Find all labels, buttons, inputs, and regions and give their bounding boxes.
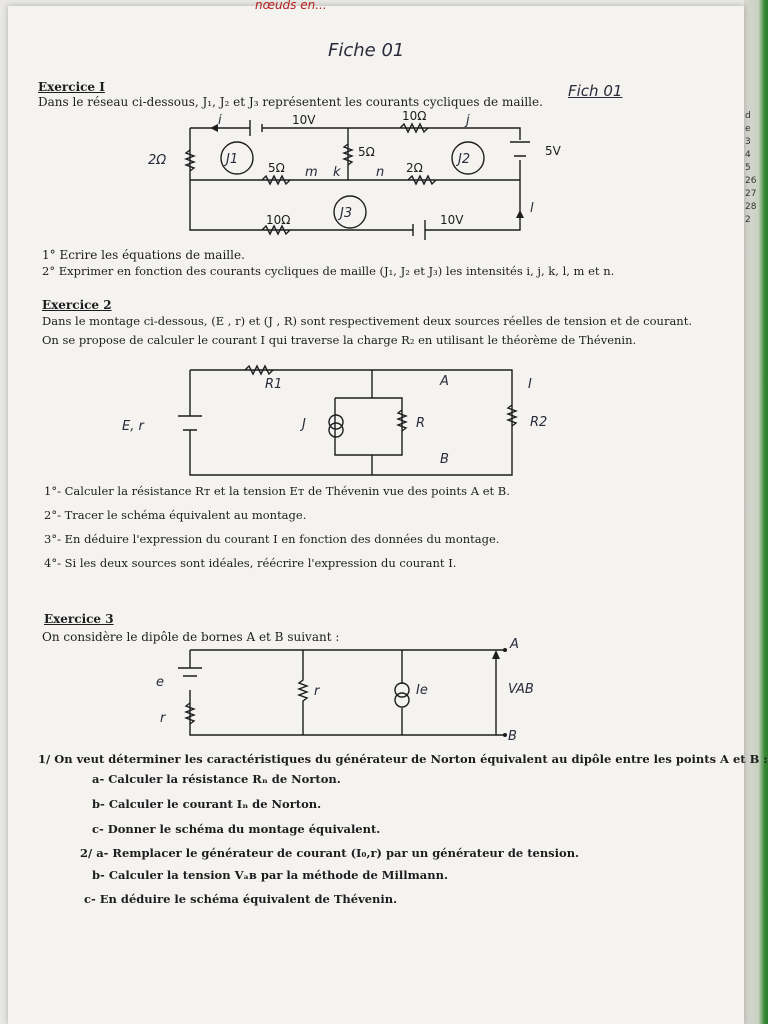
- label-r-parallel: r: [314, 684, 320, 699]
- label-J3: J3: [340, 206, 353, 221]
- sheet-title-note: Fich 01: [568, 82, 623, 100]
- exercise-3-intro: On considère le dipôle de bornes A et B suivant :: [42, 630, 340, 644]
- exercise-2-question-4: 4°- Si les deux sources sont idéales, réécrire l'expression du courant I.: [44, 556, 457, 570]
- exercise-1-intro: Dans le réseau ci-dessous, J₁, J₂ et J₃ représentent les courants cycliques de maille.: [38, 95, 543, 109]
- exercise-2-question-1: 1°- Calculer la résistance Rᴛ et la tension Eᴛ de Thévenin vue des points A et B.: [44, 484, 510, 498]
- label-I: I: [528, 377, 532, 392]
- exercise-1-title: Exercice I: [38, 80, 105, 94]
- exercise-2-question-3: 3°- En déduire l'expression du courant I en fonction des données du montage.: [44, 532, 500, 546]
- label-e: e: [156, 675, 164, 690]
- label-2ohm-right: 2Ω: [406, 161, 423, 175]
- exercise-1-question-2: 2° Exprimer en fonction des courants cycliques de maille (J₁, J₂ et J₃) les intensités i, j, k, l, m et n.: [42, 264, 615, 278]
- label-m: m: [305, 165, 318, 180]
- exercise-2-question-2: 2°- Tracer le schéma équivalent au montage.: [44, 508, 307, 522]
- exercise-3-title: Exercice 3: [44, 612, 114, 626]
- exercise-3-part-1: 1/ On veut déterminer les caractéristiques du générateur de Norton équivalent au dipôle entre les points A et B :: [38, 752, 768, 766]
- label-J1: J1: [226, 152, 239, 167]
- label-Ie: Ie: [416, 683, 428, 698]
- label-2ohm: 2Ω: [148, 153, 167, 168]
- label-A3: A: [510, 637, 519, 652]
- label-R2: R2: [530, 415, 548, 430]
- exercise-3-item-b: b- Calculer le courant Iₙ de Norton.: [92, 797, 322, 811]
- exercise-2-title: Exercice 2: [42, 298, 112, 312]
- label-r-source: r: [160, 711, 166, 726]
- adjacent-page-numbers: d e 3 4 5 26 27 28 2: [745, 111, 757, 225]
- label-10v-top: 10V: [292, 113, 316, 127]
- label-B3: B: [508, 729, 517, 744]
- exercise-1-question-1: 1° Ecrire les équations de maille.: [42, 248, 245, 262]
- exercise-3-part-2a: 2/ a- Remplacer le générateur de courant (I₀,r) par un générateur de tension.: [80, 846, 580, 860]
- label-R: R: [416, 416, 426, 431]
- label-10v-bottom: 10V: [440, 213, 464, 227]
- exercise-3-item-c: c- Donner le schéma du montage équivalent.: [92, 822, 381, 836]
- label-J: J: [302, 417, 306, 432]
- label-5ohm-left: 5Ω: [268, 161, 285, 175]
- label-A: A: [440, 374, 449, 389]
- label-J2: J2: [458, 152, 471, 167]
- label-B: B: [440, 452, 449, 467]
- label-VAB: VAB: [508, 682, 534, 697]
- label-j: j: [466, 113, 470, 128]
- exercise-2-intro-1: Dans le montage ci-dessous, (E , r) et (J , R) sont respectivement deux sources réelles de tension et de courant.: [42, 314, 692, 328]
- label-10ohm-bottom: 10Ω: [266, 213, 291, 227]
- label-E-r: E, r: [122, 419, 144, 434]
- label-k: k: [333, 165, 341, 180]
- label-n: n: [376, 165, 385, 180]
- label-5v: 5V: [545, 144, 561, 158]
- exercise-2-intro-2: On se propose de calculer le courant I qui traverse la charge R₂ en utilisant le théorème de Thévenin.: [42, 333, 637, 347]
- label-R1: R1: [265, 377, 283, 392]
- exercise-3-part-2c: c- En déduire le schéma équivalent de Thévenin.: [84, 892, 398, 906]
- sheet-title: Fiche 01: [328, 40, 405, 61]
- exercise-3-item-a: a- Calculer la résistance Rₙ de Norton.: [92, 772, 341, 786]
- top-handwritten-note: nœuds en...: [255, 0, 327, 12]
- label-l: l: [530, 201, 534, 216]
- label-10ohm-top: 10Ω: [402, 109, 427, 123]
- label-i: i: [218, 113, 222, 128]
- label-5ohm-center: 5Ω: [358, 145, 375, 159]
- exercise-3-part-2b: b- Calculer la tension Vₐʙ par la méthode de Millmann.: [92, 868, 448, 882]
